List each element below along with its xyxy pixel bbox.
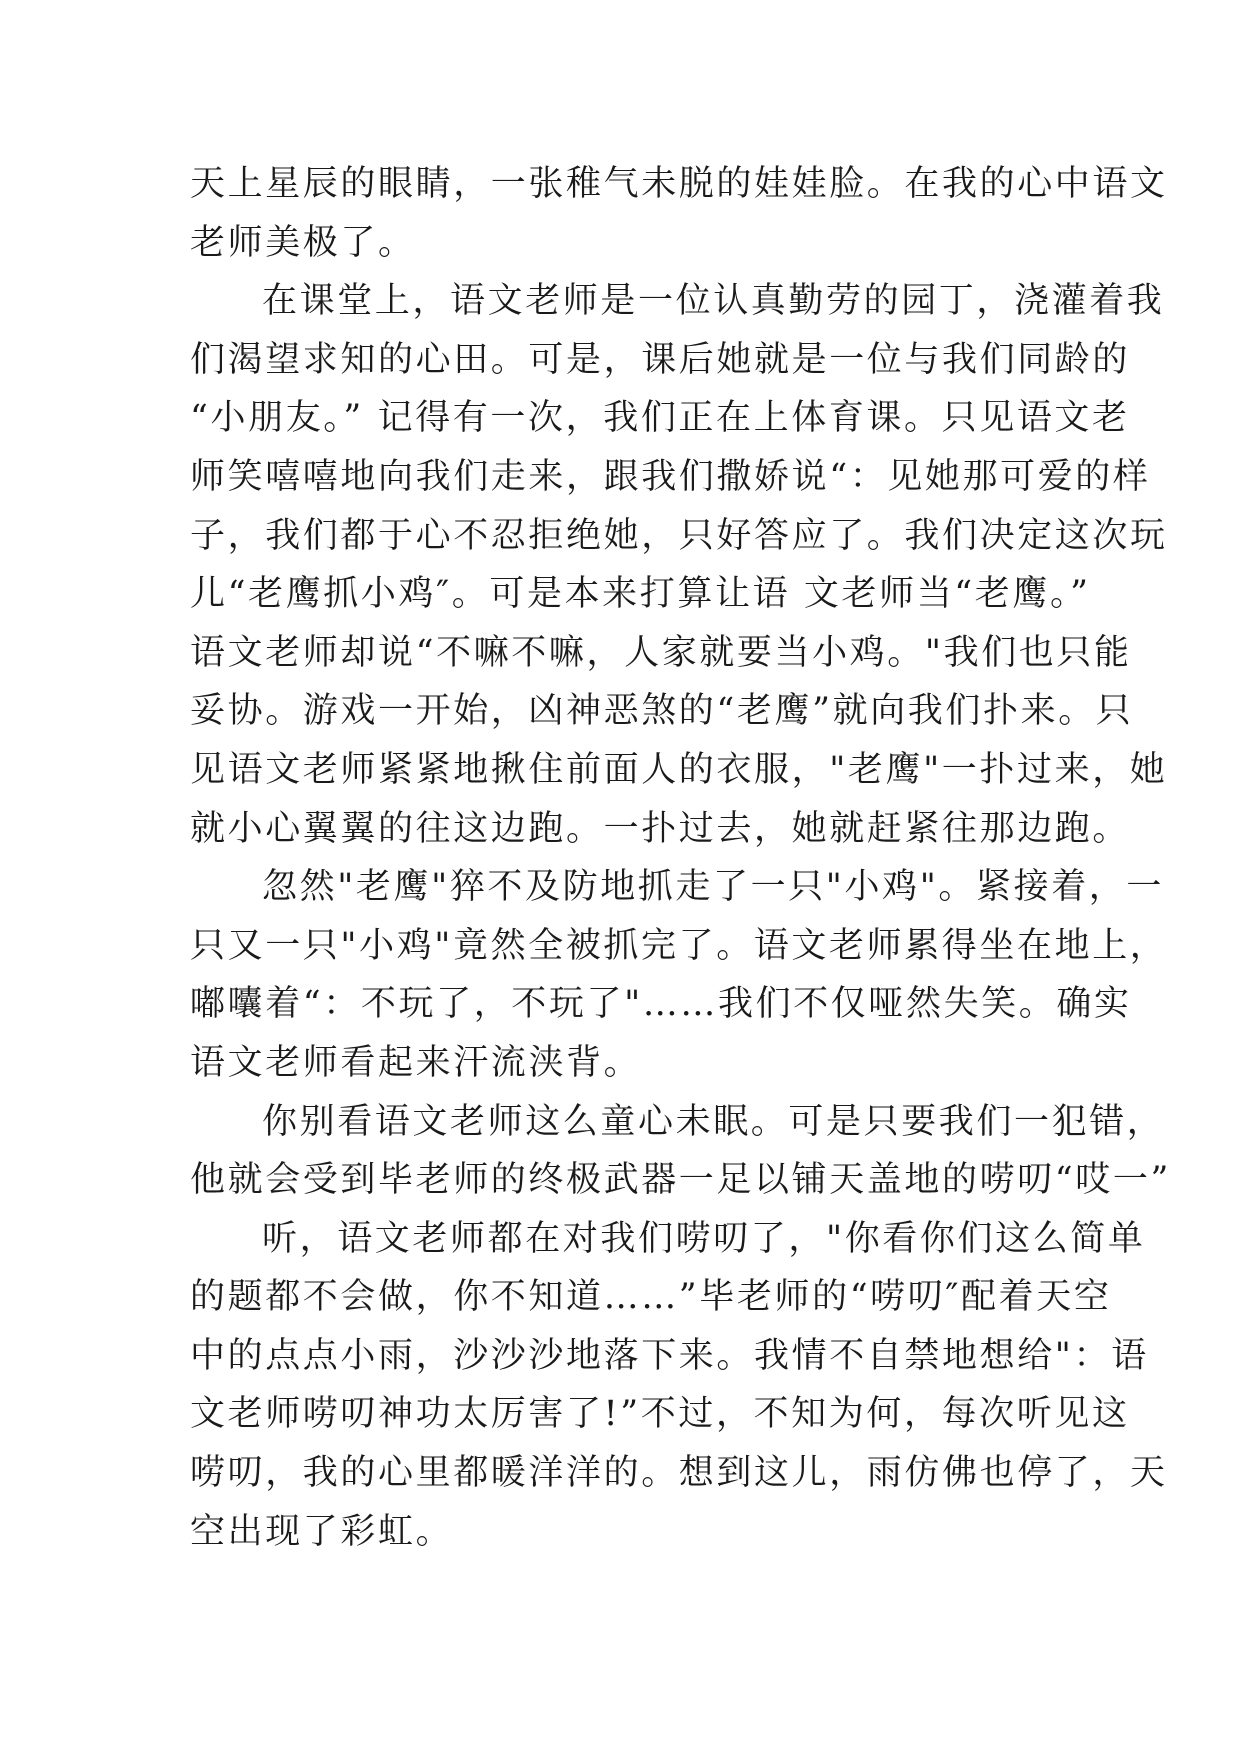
text-line: 见语文老师紧紧地揪住前面人的衣服，"老鹰"一扑过来，她 xyxy=(190,749,1168,790)
text-line: 中的点点小雨，沙沙沙地落下来。我情不自禁地想给"：语 xyxy=(190,1335,1149,1376)
text-line: 嘟囔着“：不玩了，不玩了"……我们不仅哑然失笑。确实 xyxy=(190,984,1132,1025)
text-line: 子，我们都于心不忍拒绝她，只好答应了。我们决定这次玩 xyxy=(190,515,1168,556)
text-line: 的题都不会做，你不知道……”毕老师的“唠叨″配着天空 xyxy=(190,1277,1112,1318)
text-line: 唠叨，我的心里都暖洋洋的。想到这儿，雨仿佛也停了，天 xyxy=(190,1453,1168,1494)
text-line: 只又一只"小鸡"竟然全被抓完了。语文老师累得坐在地上， xyxy=(190,925,1168,966)
text-line: 文老师唠叨神功太厉害了!”不过，不知为何，每次听见这 xyxy=(190,1394,1130,1435)
text-line: 他就会受到毕老师的终极武器一足以铺天盖地的唠叨“哎一” xyxy=(190,1160,1171,1201)
text-line: 天上星辰的眼睛，一张稚气未脱的娃娃脸。在我的心中语文 xyxy=(190,164,1168,204)
text-line: 就小心翼翼的往这边跑。一扑过去，她就赶紧往那边跑。 xyxy=(190,808,1131,849)
text-line: 妥协。游戏一开始，凶神恶煞的“老鹰”就向我们扑来。只 xyxy=(190,691,1134,732)
text-line: 在课堂上，语文老师是一位认真勤劳的园丁，浇灌着我 xyxy=(262,281,1165,322)
text-line: 语文老师却说“不嘛不嘛，人家就要当小鸡。"我们也只能 xyxy=(190,632,1132,673)
text-line: 们渴望求知的心田。可是，课后她就是一位与我们同龄的 xyxy=(190,339,1131,380)
text-line: 你别看语文老师这么童心未眠。可是只要我们一犯错， xyxy=(262,1101,1165,1142)
text-line: 忽然"老鹰"猝不及防地抓走了一只"小鸡"。紧接着，一 xyxy=(262,867,1164,908)
essay-body xyxy=(190,155,1171,1561)
text-line: 语文老师看起来汗流浃背。 xyxy=(190,1042,642,1083)
text-line: 老师美极了。 xyxy=(190,222,416,263)
text-line: 师笑嘻嘻地向我们走来，跟我们撒娇说“：见她那可爱的样 xyxy=(190,456,1151,497)
text-line: 空出现了彩虹。 xyxy=(190,1511,454,1552)
text-line: “小朋友。” 记得有一次，我们正在上体育课。只见语文老 xyxy=(190,398,1130,439)
text-line: 听，语文老师都在对我们唠叨了，"你看你们这么简单 xyxy=(262,1218,1146,1259)
text-line: 儿“老鹰抓小鸡″。可是本来打算让语 文老师当“老鹰。” xyxy=(190,574,1091,615)
